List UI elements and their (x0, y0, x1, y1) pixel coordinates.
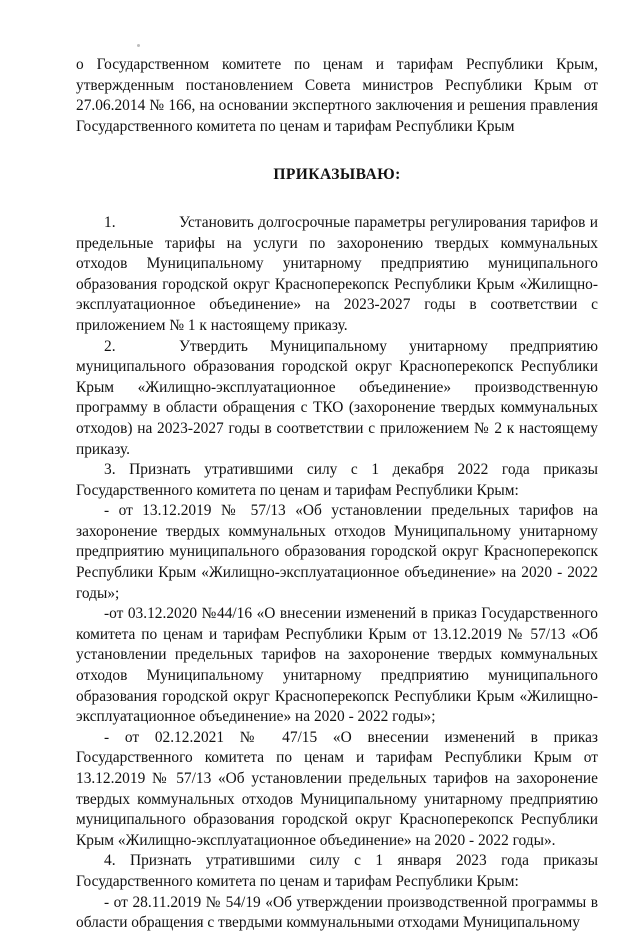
document-body (76, 55, 598, 934)
item-2-text: Утвердить Муниципальному унитарному предприятию муниципального образования городской округ Красноперекопск Республики Крым «Жилищно-эксплуатационное объединение» производственную программу в области обращения с ТКО (захоронение твердых коммунальных отходов) на 2023-2027 годы в соответствии с приложением № 2 к настоящему приказу. (76, 337, 598, 458)
item-1-number: 1. (104, 213, 116, 231)
item-3-sub-2: -от 03.12.2020 №44/16 «О внесении изменений в приказ Государственного комитета по ценам и тарифам Республики Крым от 13.12.2019 № 57/13 «Об установлении предельных тарифов на захоронение твердых коммунальных отходов Муниципальному унитарному предприятию муниципального образования городской округ Красноперекопск Республики Крым «Жилищно-эксплуатационное объединение» на 2020 - 2022 годы»; (76, 605, 598, 726)
item-1-text: Установить долгосрочные параметры регулирования тарифов и предельные тарифы на услуги по захоронению твердых коммунальных отходов Муниципальному унитарному предприятию муниципального образования городской округ Красноперекопск Республики Крым «Жилищно-эксплуатационное объединение» на 2023-2027 годы в соответствии с приложением № 1 к настоящему приказу. (76, 213, 598, 334)
item-4-number: 4. (104, 852, 116, 870)
item-3-sub-1: - от 13.12.2019 № 57/13 «Об установлении предельных тарифов на захоронение твердых коммунальных отходов Муниципальному унитарному предприятию муниципального образования городской округ Красноперекопск Республики Крым «Жилищно-эксплуатационное объединение» на 2020 - 2022 годы»; (76, 502, 598, 602)
order-heading: ПРИКАЗЫВАЮ: (273, 166, 401, 184)
intro-paragraph: о Государственном комитете по ценам и тарифам Республики Крым, утвержденным постановлением Совета министров Республики Крым от 27.06.2014 № 166, на основании экспертного заключения и решения правления Государственного комитета по ценам и тарифам Республики Крым (76, 56, 598, 135)
item-4-paragraph (76, 851, 598, 892)
item-4-sub-1: - от 28.11.2019 № 54/19 «Об утверждении производственной программы в области обращения с твердыми коммунальными отходами Муниципальному (76, 893, 598, 932)
item-3-text: Признать утратившими силу с 1 декабря 2022 года приказы Государственного комитета по ценам и тарифам Республики Крым: (76, 461, 598, 499)
item-1-paragraph (76, 213, 598, 337)
item-3-number: 3. (104, 461, 116, 479)
item-2-number: 2. (104, 337, 116, 355)
item-2-paragraph (76, 337, 598, 461)
scan-speck (137, 44, 140, 47)
item-3-paragraph (76, 460, 598, 501)
item-4-text: Признать утратившими силу с 1 января 2023 года приказы Государственного комитета по ценам и тарифам Республики Крым: (76, 852, 598, 890)
item-3-sub-3: - от 02.12.2021 № 47/15 «О внесении изменений в приказ Государственного комитета по ценам и тарифам Республики Крым от 13.12.2019 № 57/13 «Об установлении предельных тарифов на захоронение твердых коммунальных отходов Муниципальному унитарному предприятию муниципального образования городской округ Красноперекопск Республики Крым «Жилищно-эксплуатационное объединение» на 2020 - 2022 годы». (76, 728, 598, 849)
